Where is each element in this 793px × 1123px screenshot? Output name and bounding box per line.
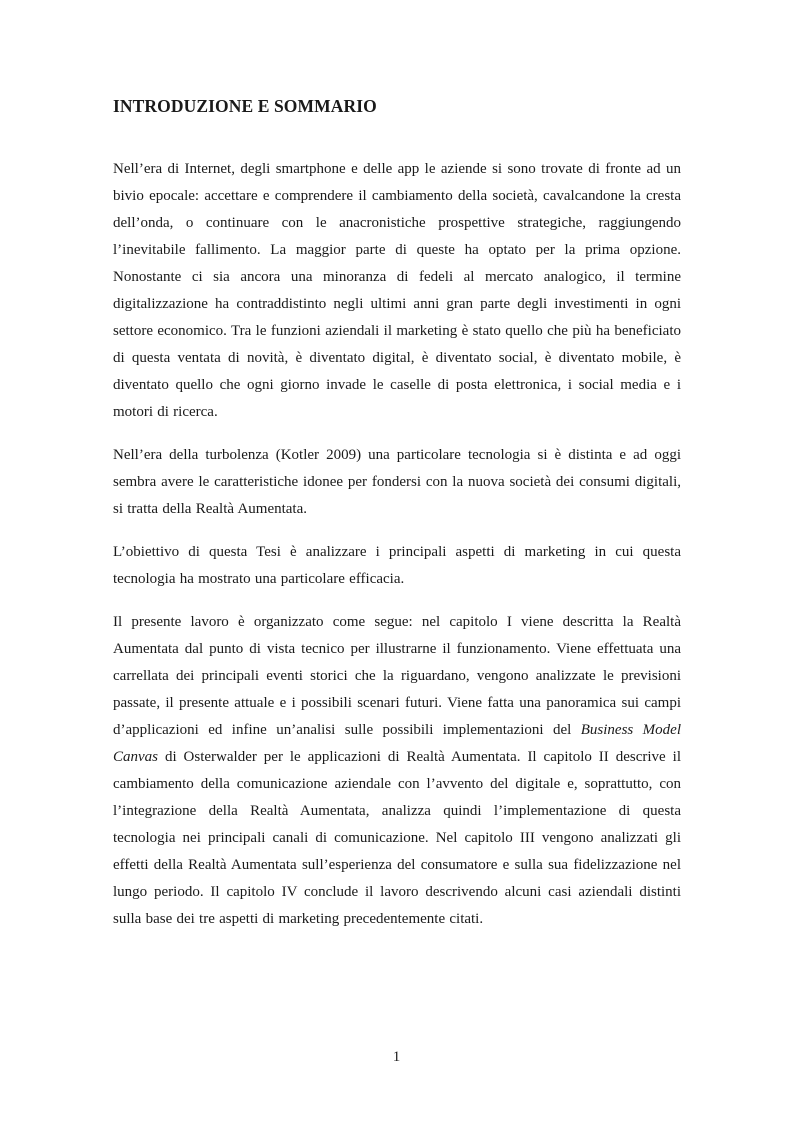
page-number: 1 bbox=[392, 1049, 401, 1065]
paragraph-structure-emphasis: Business Model Canvas bbox=[113, 722, 681, 765]
paragraph-structure-text-after: di Osterwalder per le applicazioni di Realtà Aumentata. Il capitolo II descrive il cambiamento della comunicazione aziendale con l’avvento del digitale e, soprattutto, con l’integrazione della Realtà Aumentata, analizza quindi l’implementazione di questa tecnologia nei principali canali di comunicazione. Nel capitolo III vengono analizzati gli effetti della Realtà Aumentata sull’esperienza del consumatore e sulla sua fidelizzazione nel lungo periodo. Il capitolo IV conclude il lavoro descrivendo alcuni casi aziendali distinti sulla base dei tre aspetti di marketing precedentemente citati. bbox=[113, 749, 681, 927]
section-heading: INTRODUZIONE E SOMMARIO bbox=[113, 96, 377, 116]
paragraph-structure bbox=[113, 609, 681, 933]
paragraph-turbulence: Nell’era della turbolenza (Kotler 2009) una particolare tecnologia si è distinta e ad oggi sembra avere le caratteristiche idonee per fondersi con la nuova società dei consumi digitali, si tratta della Realtà Aumentata. bbox=[113, 447, 681, 517]
paragraph-objective: L’obiettivo di questa Tesi è analizzare i principali aspetti di marketing in cui questa tecnologia ha mostrato una particolare efficacia. bbox=[113, 544, 681, 587]
body-text bbox=[113, 156, 681, 933]
paragraph-structure-text-before: Il presente lavoro è organizzato come segue: nel capitolo I viene descritta la Realtà Aumentata dal punto di vista tecnico per illustrarne il funzionamento. Viene effettuata una carrellata dei principali eventi storici che la riguardano, vengono analizzate le previsioni passate, il presente attuale e i possibili scenari futuri. Viene fatta una panoramica sui campi d’applicazioni ed infine un’analisi sulle possibili implementazioni del bbox=[113, 614, 681, 738]
paragraph-intro: Nell’era di Internet, degli smartphone e delle app le aziende si sono trovate di fronte ad un bivio epocale: accettare e comprendere il cambiamento della società, cavalcandone la cresta dell’onda, o continuare con le anacronistiche prospettive strategiche, raggiungendo l’inevitabile fallimento. La maggior parte di queste ha optato per la prima opzione. Nonostante ci sia ancora una minoranza di fedeli al mercato analogico, il termine digitalizzazione ha contraddistinto negli ultimi anni gran parte degli investimenti in ogni settore economico. Tra le funzioni aziendali il marketing è stato quello che più ha beneficiato di questa ventata di novità, è diventato digital, è diventato social, è diventato mobile, è diventato quello che ogni giorno invade le caselle di posta elettronica, i social media e i motori di ricerca. bbox=[113, 161, 681, 420]
